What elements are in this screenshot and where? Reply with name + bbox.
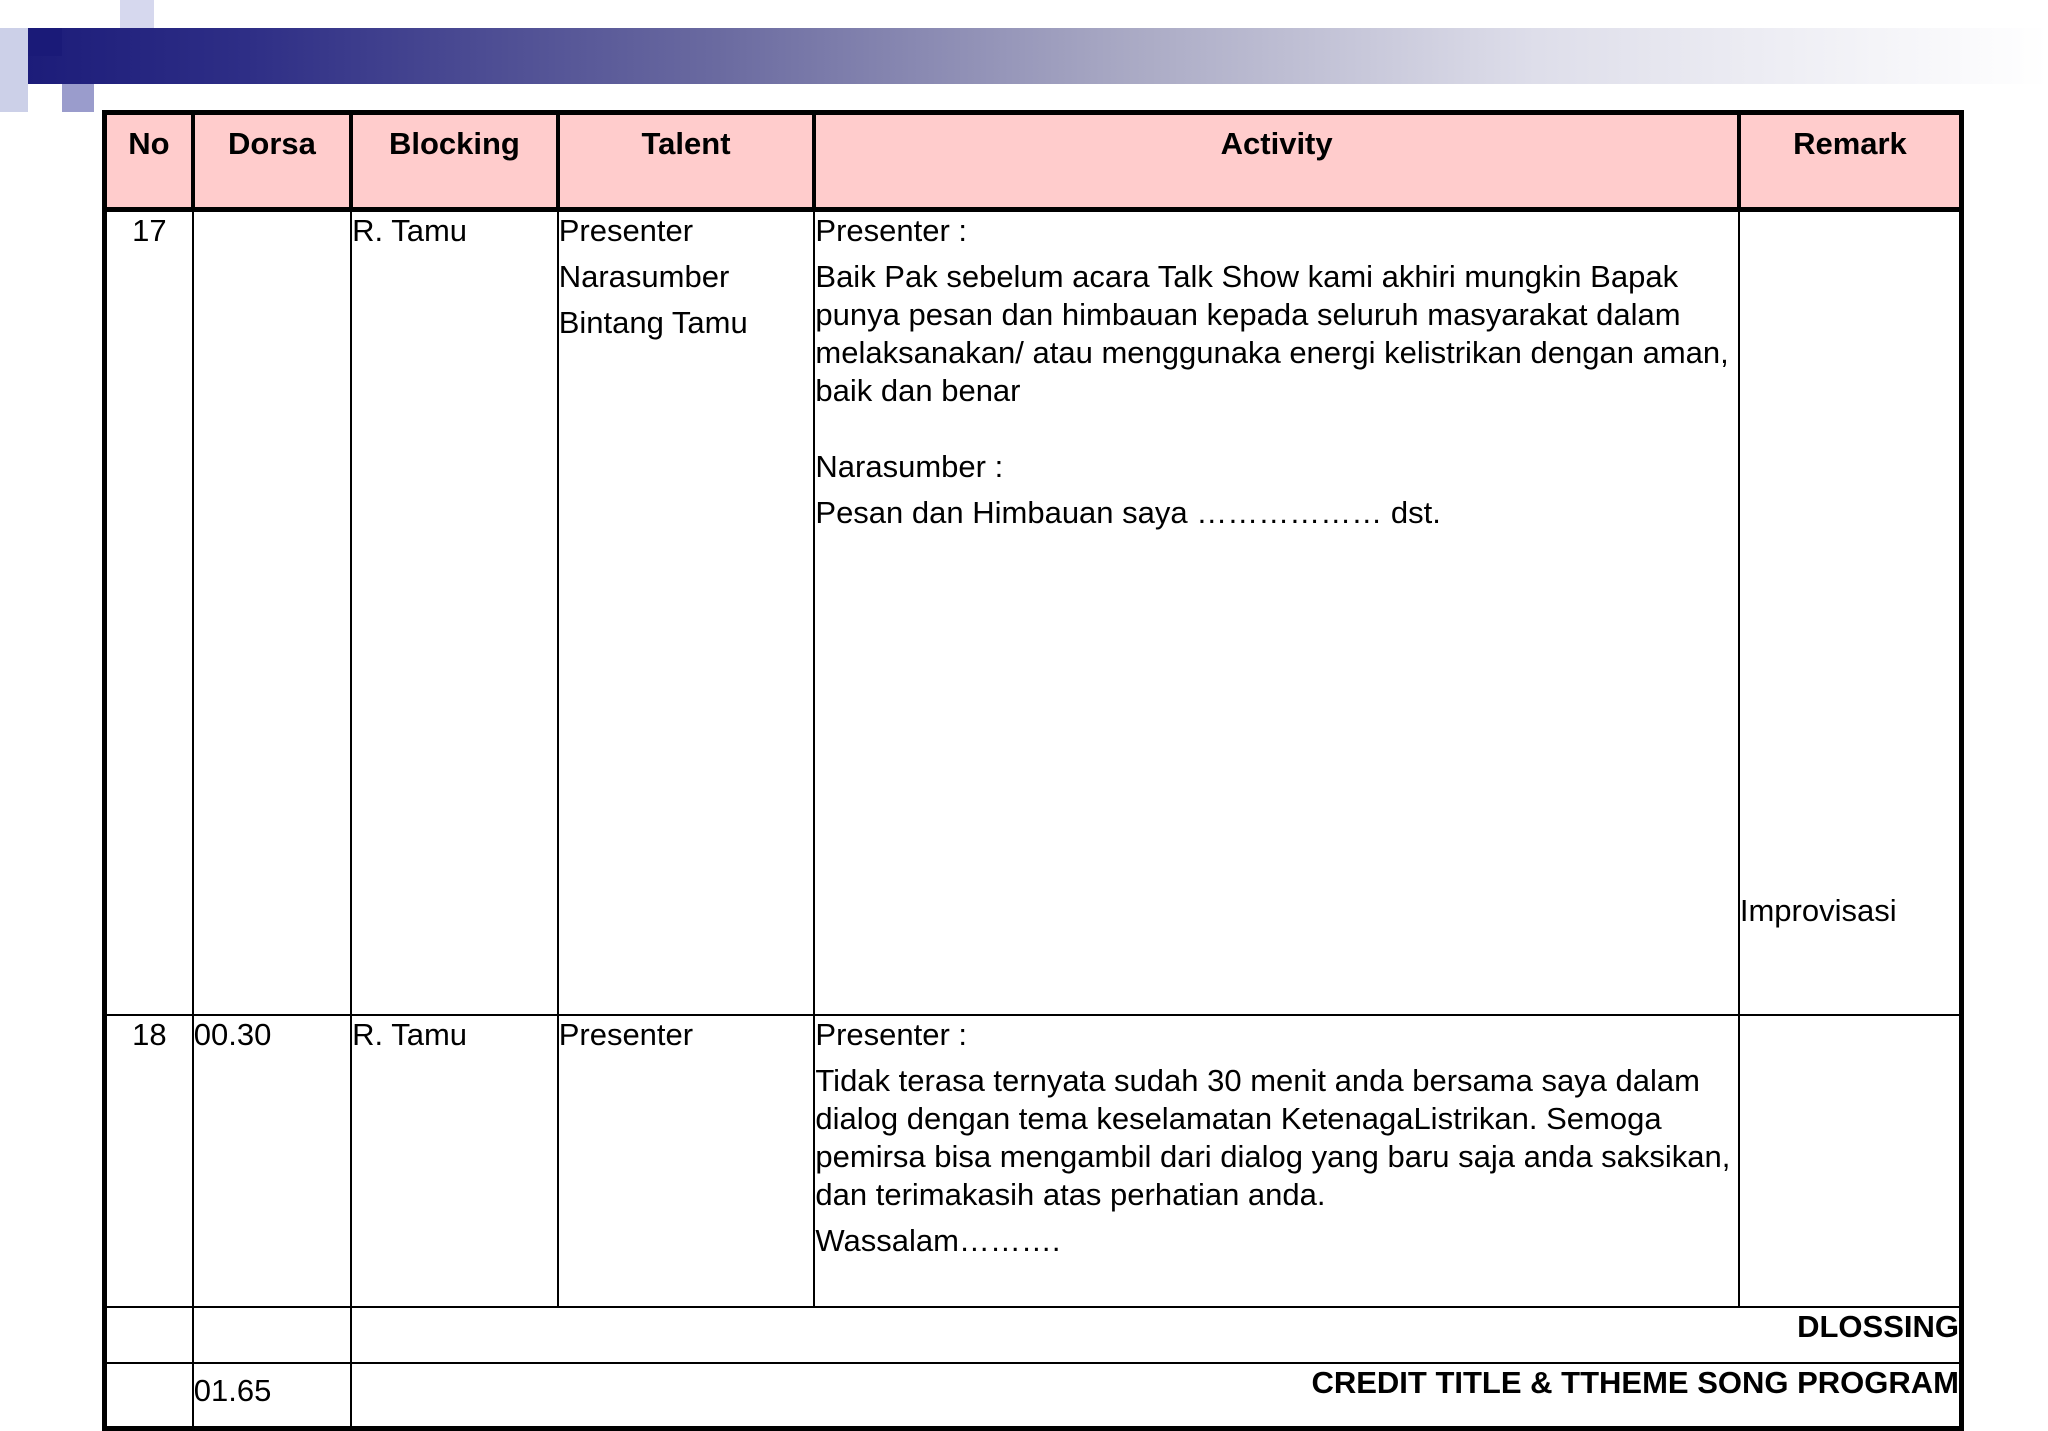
row-number: 17 <box>105 210 193 1016</box>
talent-item: Bintang Tamu <box>558 305 748 340</box>
activity-speaker: Presenter : <box>815 1017 968 1052</box>
activity-speaker: Presenter : <box>815 213 968 248</box>
decor-square <box>0 0 28 28</box>
row-dorsa <box>193 210 351 1016</box>
header-decoration-bar <box>0 28 2048 84</box>
decor-square <box>120 0 154 28</box>
talent-item: Presenter <box>558 213 694 248</box>
row-remark: Improvisasi <box>1739 210 1962 1016</box>
row-activity <box>814 210 1738 1016</box>
table-row <box>105 1015 1962 1307</box>
col-header-talent: Talent <box>558 113 815 210</box>
row-dorsa: 00.30 <box>193 1015 351 1307</box>
row-blocking: R. Tamu <box>351 210 558 1016</box>
table-row-closing <box>105 1307 1962 1363</box>
row-number <box>105 1363 193 1429</box>
decor-square <box>0 28 28 112</box>
col-header-dorsa: Dorsa <box>193 113 351 210</box>
col-header-blocking: Blocking <box>351 113 558 210</box>
activity-text: Baik Pak sebelum acara Talk Show kami akhiri mungkin Bapak punya pesan dan himbauan kepada seluruh masyarakat dalam melaksanakan/ atau menggunaka energi kelistrikan dengan aman, baik dan benar <box>815 259 1729 408</box>
table-row <box>105 210 1962 1016</box>
activity-speaker: Narasumber : <box>815 449 1004 484</box>
col-header-activity: Activity <box>814 113 1738 210</box>
row-dorsa <box>193 1307 351 1363</box>
col-header-remark: Remark <box>1739 113 1962 210</box>
talent-item: Presenter <box>558 1017 694 1052</box>
row-number <box>105 1307 193 1363</box>
col-header-no: No <box>105 113 193 210</box>
closing-label: DLOSSING <box>351 1307 1961 1363</box>
row-talent <box>558 210 815 1016</box>
row-activity <box>814 1015 1738 1307</box>
row-number: 18 <box>105 1015 193 1307</box>
row-talent <box>558 1015 815 1307</box>
activity-text: Wassalam………. <box>815 1223 1061 1258</box>
activity-text: Pesan dan Himbauan saya ……………… dst. <box>815 495 1441 530</box>
decor-square <box>62 84 94 112</box>
row-blocking: R. Tamu <box>351 1015 558 1307</box>
table-row-credit <box>105 1363 1962 1429</box>
table-header-row <box>105 113 1962 210</box>
credit-label: CREDIT TITLE & TTHEME SONG PROGRAM <box>351 1363 1961 1429</box>
row-dorsa: 01.65 <box>193 1363 351 1429</box>
decor-square <box>28 28 62 56</box>
activity-text: Tidak terasa ternyata sudah 30 menit anda bersama saya dalam dialog dengan tema keselamatan KetenagaListrikan. Semoga pemirsa bisa mengambil dari dialog yang baru saja anda saksikan, dan terimakasih atas perhatian anda. <box>815 1063 1731 1212</box>
rundown-table <box>102 110 1964 1431</box>
row-remark <box>1739 1015 1962 1307</box>
talent-item: Narasumber <box>558 259 730 294</box>
